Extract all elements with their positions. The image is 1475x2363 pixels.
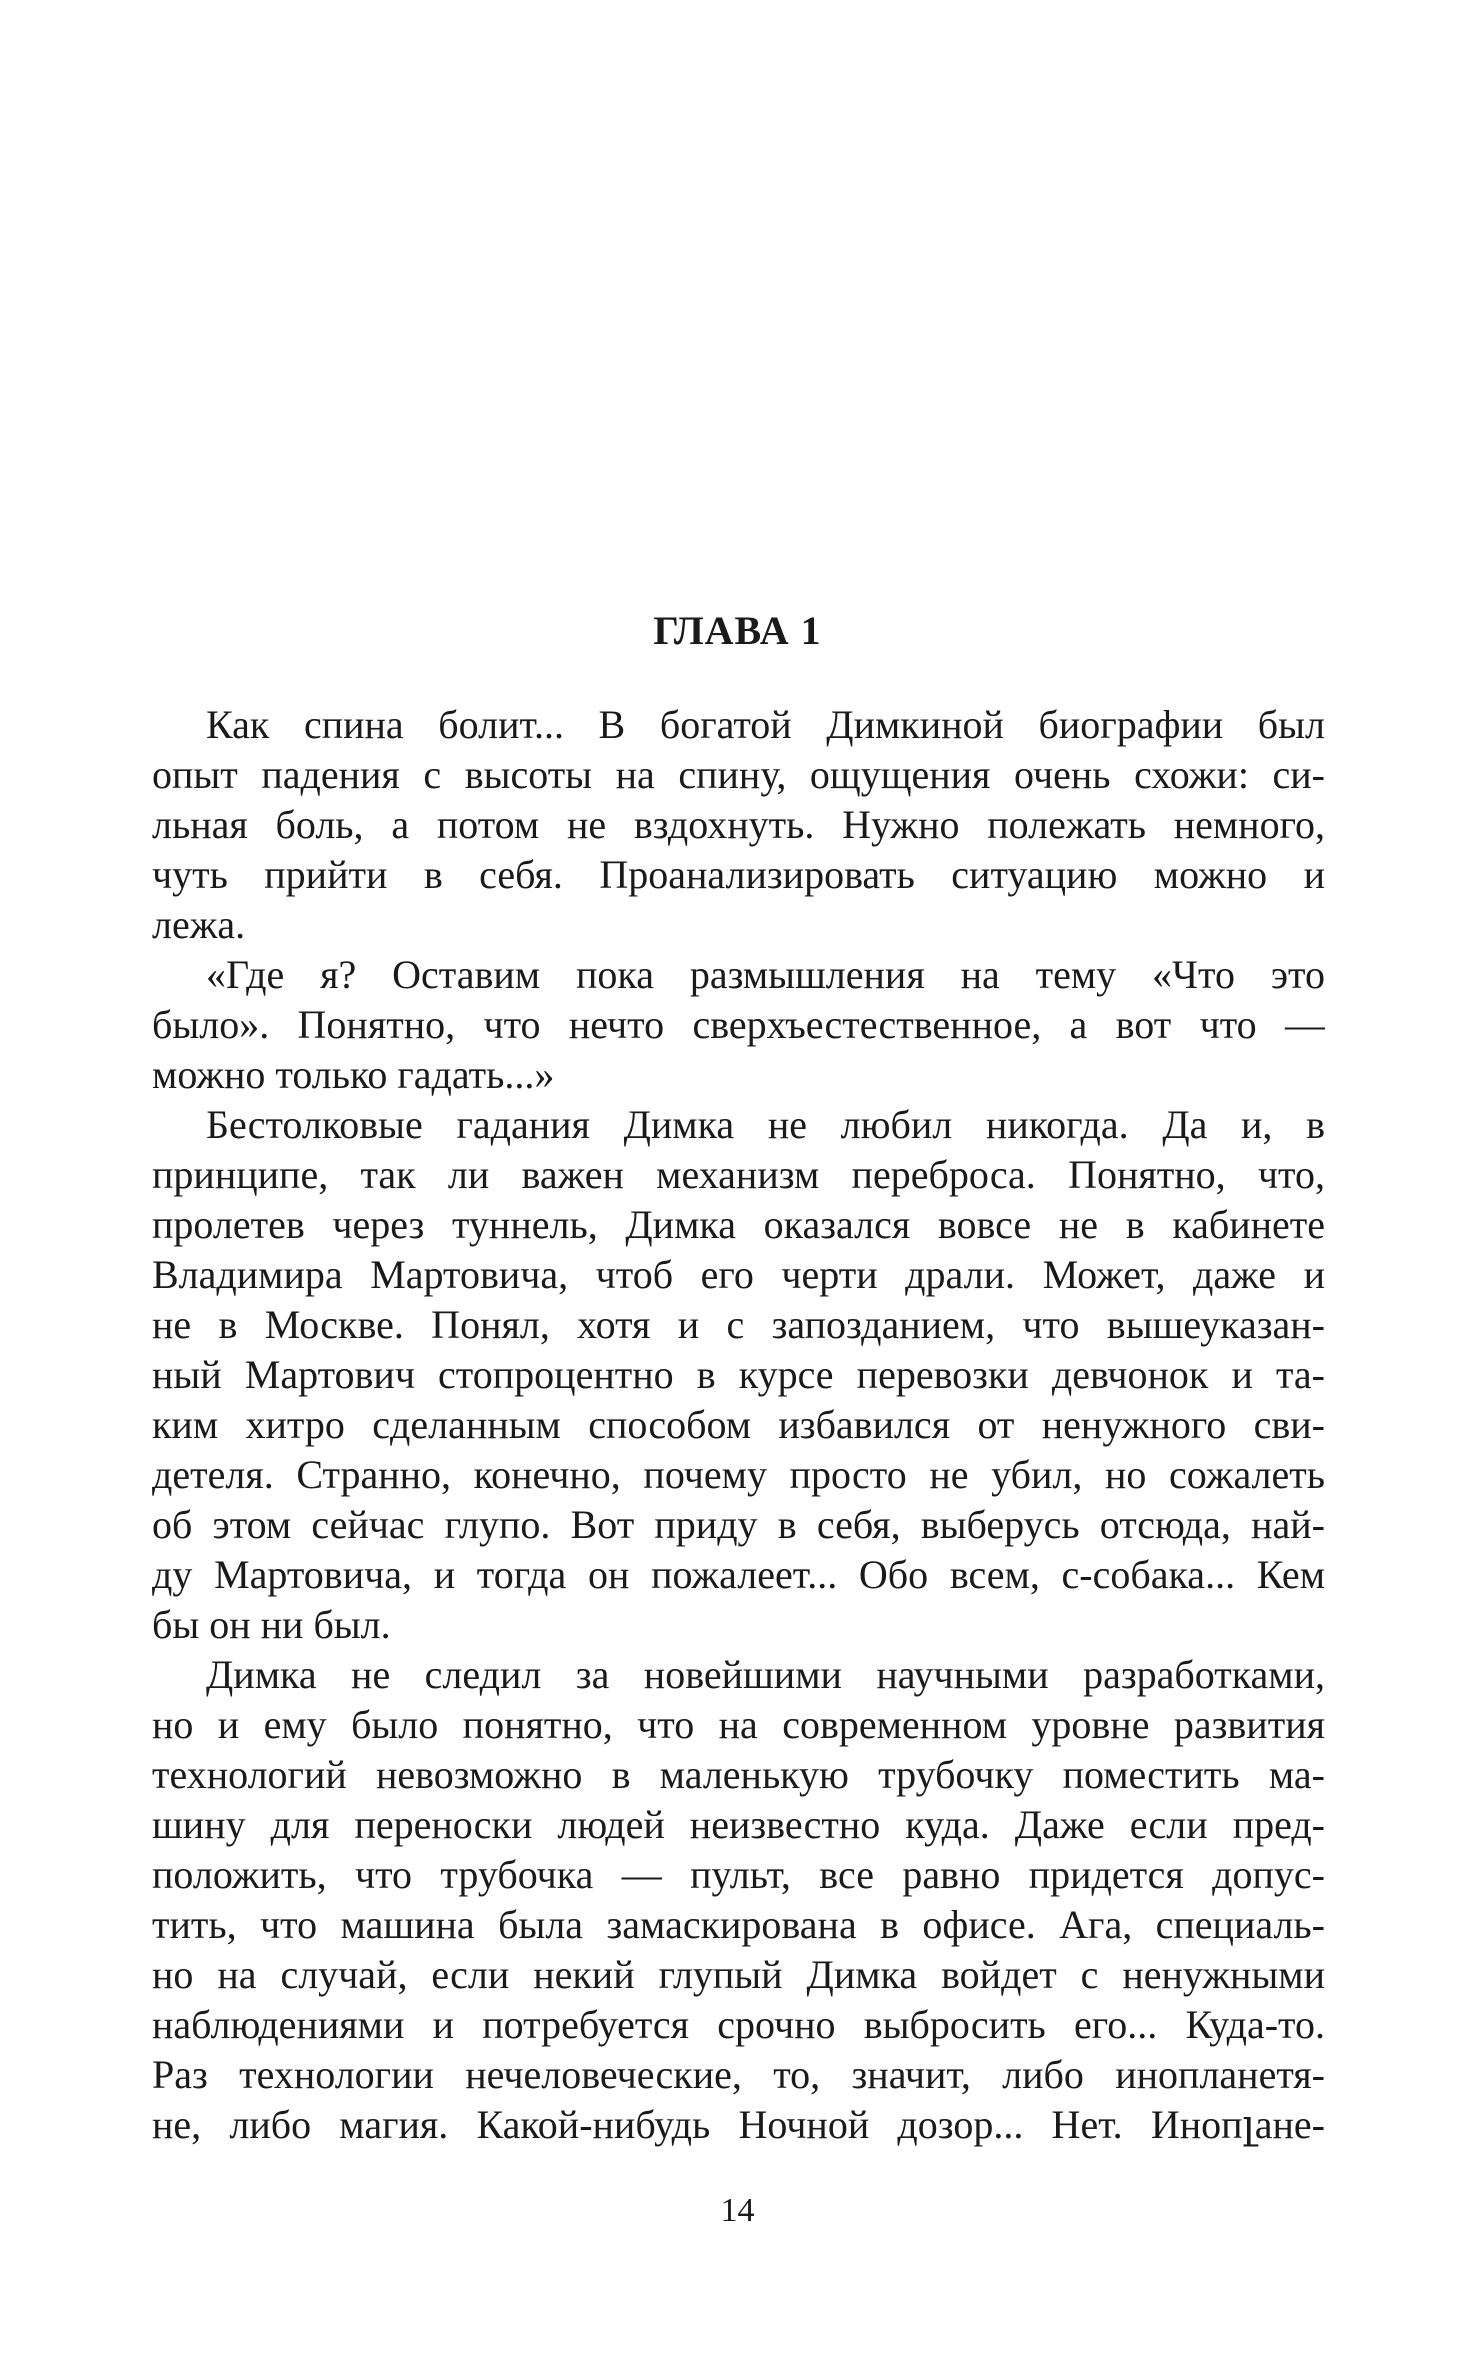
- text-line: шину для переноски людей неизвестно куда. Даже если пред-: [152, 1802, 1325, 1847]
- text-line: но на случай, если некий глупый Димка войдет с ненужными: [152, 1952, 1325, 1997]
- text-line: лежа.: [152, 902, 246, 947]
- text-line: Димка не следил за новейшими научными разработками,: [206, 1652, 1325, 1697]
- text-line: тить, что машина была замаскирована в офисе. Ага, специаль-: [152, 1902, 1325, 1947]
- text-line: Раз технологии нечеловеческие, то, значит, либо инопланетя-: [152, 2052, 1325, 2097]
- text-line: было». Понятно, что нечто сверхъестественное, а вот что —: [152, 1002, 1325, 1047]
- text-line: но и ему было понятно, что на современном уровне развития: [152, 1702, 1325, 1747]
- text-line: об этом сейчас глупо. Вот приду в себя, выберусь отсюда, най-: [152, 1502, 1325, 1547]
- text-line: ду Мартовича, и тогда он пожалеет... Обо всем, с-собака... Кем: [152, 1552, 1325, 1597]
- text-line: детеля. Странно, конечно, почему просто не убил, но сожалеть: [152, 1452, 1325, 1497]
- text-line: принципе, так ли важен механизм переброса. Понятно, что,: [152, 1152, 1325, 1197]
- text-line: ким хитро сделанным способом избавился от ненужного сви-: [152, 1402, 1325, 1447]
- text-line: положить, что трубочка — пульт, все равно придется допус-: [152, 1852, 1325, 1897]
- text-line: опыт падения с высоты на спину, ощущения очень схожи: си-: [152, 752, 1325, 797]
- text-line: Владимира Мартовича, чтоб его черти драли. Может, даже и: [152, 1252, 1325, 1297]
- text-line: можно только гадать...»: [152, 1052, 555, 1097]
- text-line: не, либо магия. Какой-нибудь Ночной дозор... Нет. Инопլане-: [152, 2102, 1325, 2147]
- text-line: пролетев через туннель, Димка оказался вовсе не в кабинете: [152, 1202, 1325, 1247]
- text-line: наблюдениями и потребуется срочно выбросить его... Куда-то.: [152, 2002, 1325, 2047]
- text-line: Бестолковые гадания Димка не любил никогда. Да и, в: [206, 1102, 1325, 1147]
- body-text: [152, 700, 1325, 2150]
- text-line: ный Мартович стопроцентно в курсе перевозки девчонок и та-: [152, 1352, 1325, 1397]
- page-number: 14: [720, 2192, 755, 2229]
- text-line: «Где я? Оставим пока размышления на тему «Что это: [206, 952, 1325, 997]
- text-line: бы он ни был.: [152, 1602, 391, 1647]
- text-line: Как спина болит... В богатой Димкиной биографии был: [206, 702, 1325, 747]
- chapter-title: ГЛАВА 1: [653, 608, 822, 653]
- text-line: технологий невозможно в маленькую трубочку поместить ма-: [152, 1752, 1325, 1797]
- text-line: чуть прийти в себя. Проанализировать ситуацию можно и: [152, 852, 1325, 897]
- text-line: не в Москве. Понял, хотя и с запозданием, что вышеуказан-: [152, 1302, 1325, 1347]
- text-line: льная боль, а потом не вздохнуть. Нужно полежать немного,: [152, 802, 1325, 847]
